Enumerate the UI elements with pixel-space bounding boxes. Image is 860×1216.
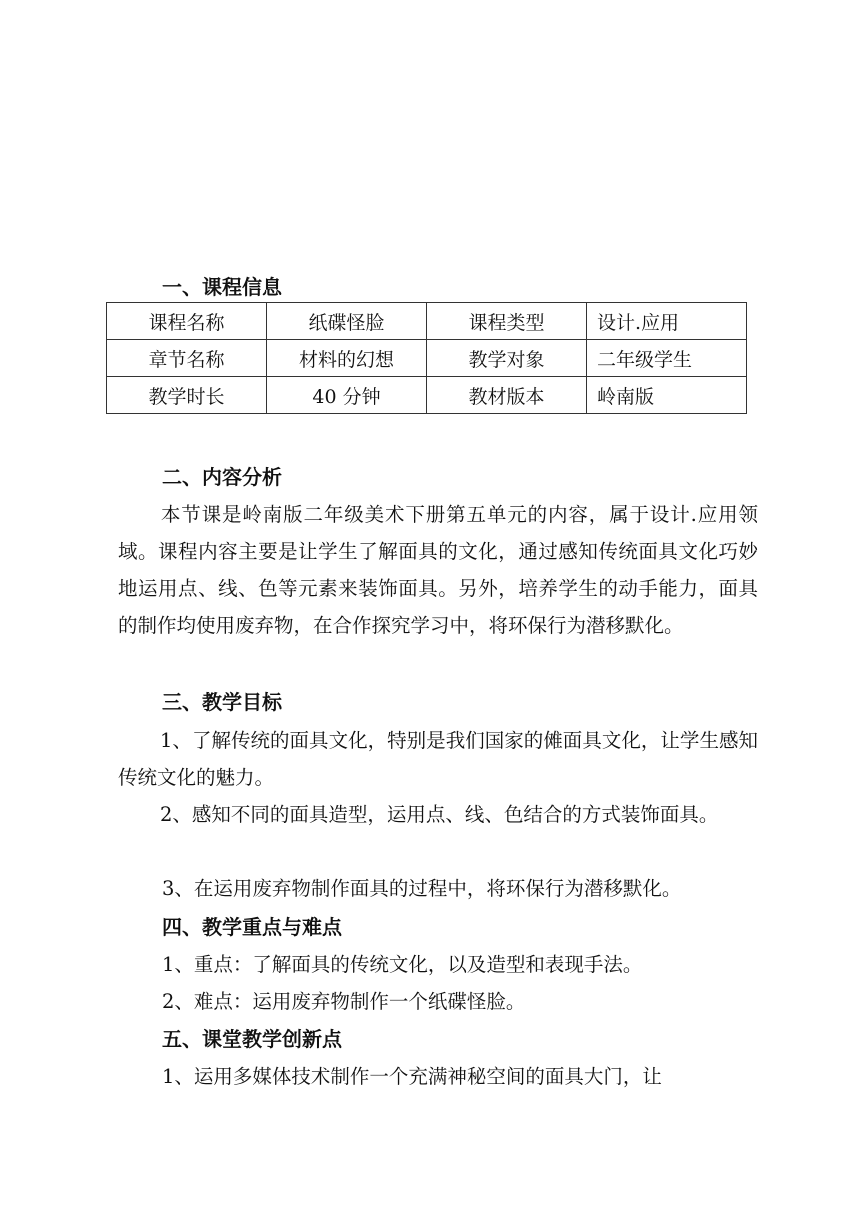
table-cell-value: 二年级学生 [587,340,747,377]
table-cell-value: 设计.应用 [587,303,747,340]
table-cell-label: 课程名称 [107,303,267,340]
table-row [107,377,747,414]
section-heading-teaching-goals: 三、教学目标 [162,690,282,714]
table-cell-label: 教材版本 [427,377,587,414]
section-heading-key-points: 四、教学重点与难点 [162,915,342,939]
innovation-item: 1、运用多媒体技术制作一个充满神秘空间的面具大门，让 [162,1065,662,1088]
section-heading-course-info: 一、课程信息 [162,275,282,299]
table-cell-label: 章节名称 [107,340,267,377]
table-cell-label: 教学时长 [107,377,267,414]
section-heading-innovations: 五、课堂教学创新点 [162,1027,342,1051]
teaching-goal-item [118,796,758,833]
teaching-goal-text: 1、了解传统的面具文化，特别是我们国家的傩面具文化，让学生感知传统文化的魅力。 [118,729,758,789]
table-cell-label: 课程类型 [427,303,587,340]
key-point-item: 1、重点：了解面具的传统文化，以及造型和表现手法。 [162,953,643,976]
content-analysis-text: 本节课是岭南版二年级美术下册第五单元的内容，属于设计.应用领域。课程内容主要是让学生了解面具的文化，通过感知传统面具文化巧妙地运用点、线、色等元素来装饰面具。另外，培养学生的动手能力，面具的制作均使用废弃物，在合作探究学习中，将环保行为潜移默化。 [118,503,758,637]
table-cell-value: 岭南版 [587,377,747,414]
table-cell-value: 纸碟怪脸 [267,303,427,340]
table-row [107,303,747,340]
section-heading-content-analysis: 二、内容分析 [162,465,282,489]
table-cell-label: 教学对象 [427,340,587,377]
teaching-goal-item: 3、在运用废弃物制作面具的过程中，将环保行为潜移默化。 [162,877,682,900]
table-cell-value: 40 分钟 [267,377,427,414]
teaching-goal-item [118,722,758,796]
table-row [107,340,747,377]
course-info-table [106,302,747,414]
key-point-item: 2、难点：运用废弃物制作一个纸碟怪脸。 [162,990,526,1013]
teaching-goal-text: 2、感知不同的面具造型，运用点、线、色结合的方式装饰面具。 [160,803,719,826]
table-cell-value: 材料的幻想 [267,340,427,377]
content-analysis-paragraph [118,496,758,644]
